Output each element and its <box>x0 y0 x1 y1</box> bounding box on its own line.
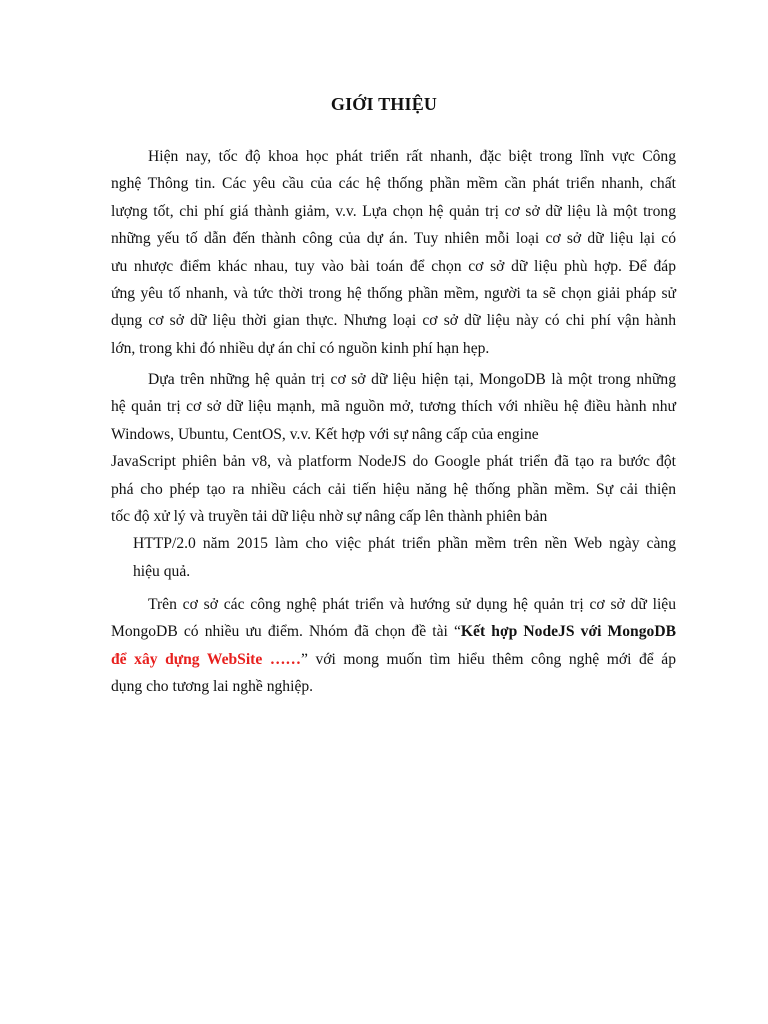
paragraph-line: Dựa trên những hệ quản trị cơ sở dữ liệu hiện tại, MongoDB là một trong những <box>148 371 676 388</box>
paragraph-line: JavaScript phiên bản v8, và platform NodeJS do Google phát triển đã tạo ra bước đột <box>111 453 676 471</box>
paragraph-mongodb <box>111 366 676 585</box>
paragraph-line: HTTP/2.0 năm 2015 làm cho việc phát triển phần mềm trên nền Web ngày càng <box>133 535 676 553</box>
paragraph-line: ưu nhược điểm khác nhau, tuy vào bài toán để chọn cơ sở dữ liệu phù hợp. Để đáp <box>111 257 676 275</box>
paragraph-line: tốc độ xử lý và truyền tải dữ liệu nhờ sự nâng cấp lên thành phiên bản <box>111 508 548 526</box>
paragraph-line: lượng tốt, chi phí giá thành giảm, v.v. Lựa chọn hệ quản trị cơ sở dữ liệu là một trong <box>111 202 676 220</box>
paragraph-line: những yếu tố dẫn đến thành công của dự án. Tuy nhiên mỗi loại cơ sở dữ liệu lại có <box>111 230 676 248</box>
topic-title-bold: Kết hợp NodeJS với MongoDB <box>460 623 676 641</box>
paragraph-topic <box>111 591 676 701</box>
paragraph-intro <box>111 143 676 362</box>
paragraph-line: dụng cho tương lai nghề nghiệp. <box>111 678 314 696</box>
paragraph-line: Hiện nay, tốc độ khoa học phát triển rất nhanh, đặc biệt trong lĩnh vực Công <box>148 148 676 165</box>
paragraph-line: nghệ Thông tin. Các yêu cầu của các hệ thống phần mềm cần phát triển nhanh, chất <box>111 175 676 193</box>
paragraph-line: Windows, Ubuntu, CentOS, v.v. Kết hợp với sự nâng cấp của engine <box>111 425 539 443</box>
page-title: GIỚI THIỆU <box>330 94 438 114</box>
paragraph-line: dụng cơ sở dữ liệu thời gian thực. Nhưng loại cơ sở dữ liệu này có chi phí vận hành <box>111 312 676 330</box>
paragraph-line: Trên cơ sở các công nghệ phát triển và hướng sử dụng hệ quản trị cơ sở dữ liệu <box>148 596 676 613</box>
paragraph-line: ứng yêu tố nhanh, và tức thời trong hệ thống phần mềm, người ta sẽ chọn giải pháp sử <box>111 285 676 303</box>
paragraph-line <box>111 646 676 673</box>
topic-intro-text: MongoDB có nhiều ưu điểm. Nhóm đã chọn đề tài “ <box>111 623 461 641</box>
paragraph-line: hệ quản trị cơ sở dữ liệu mạnh, mã nguồn mở, tương thích với nhiều hệ điều hành như <box>111 398 676 416</box>
paragraph-line: phá cho phép tạo ra nhiều cách cải tiến hiệu năng hệ thống phần mềm. Sự cải thiện <box>111 480 676 498</box>
paragraph-line: hiệu quả. <box>133 562 191 580</box>
paragraph-line: lớn, trong khi đó nhiều dự án chỉ có nguồn kinh phí hạn hẹp. <box>111 339 490 357</box>
topic-title-red: để xây dựng WebSite …… <box>111 650 302 668</box>
topic-goal-text: ” với mong muốn tìm hiểu thêm công nghệ mới để áp <box>301 650 676 668</box>
paragraph-line <box>111 618 676 645</box>
